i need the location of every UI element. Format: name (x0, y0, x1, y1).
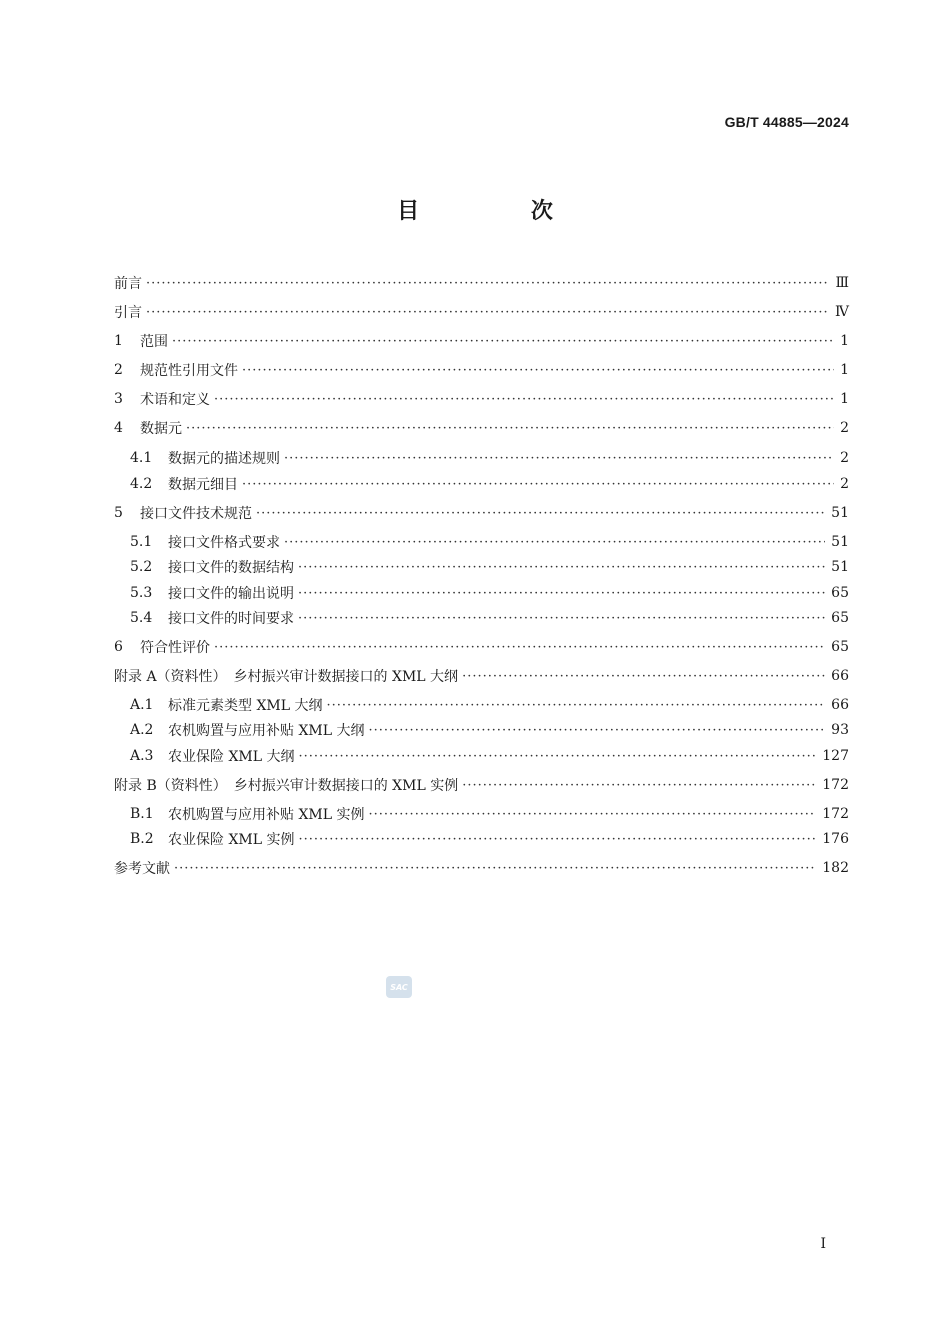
toc-entry-page: 2 (840, 420, 849, 436)
toc-entry-page: 65 (831, 639, 849, 655)
toc-entry-page: 2 (840, 450, 849, 466)
toc-entry-page: 172 (822, 806, 849, 822)
toc-entry-number: 4.2 (130, 476, 153, 492)
toc-leader-dots (298, 611, 825, 626)
toc-entry-number: 4 (114, 420, 123, 436)
toc-entry-label: 规范性引用文件 (140, 363, 238, 379)
toc-entry-page: 1 (840, 391, 849, 407)
toc-entry-number: B.1 (130, 806, 154, 822)
toc-entry-page: 1 (840, 333, 849, 349)
toc-leader-dots (298, 560, 825, 575)
toc-entry-label: 附录 A（资料性） 乡村振兴审计数据接口的 XML 大纲 (114, 669, 459, 685)
toc-title: 目 次 (397, 199, 605, 224)
toc-leader-dots (256, 506, 825, 521)
toc-entry[interactable] (114, 386, 849, 412)
toc-entry-label: 接口文件技术规范 (140, 506, 252, 522)
toc-entry[interactable] (130, 717, 849, 743)
toc-entry-label: 术语和定义 (140, 392, 210, 408)
toc-entry-page: 2 (840, 476, 849, 492)
toc-leader-dots (369, 723, 826, 738)
toc-leader-dots (284, 451, 834, 466)
toc-entry-number: 6 (114, 639, 123, 655)
toc-entry-page: 65 (831, 585, 849, 601)
toc-entry-number: 5.2 (130, 559, 153, 575)
toc-entry-page: Ⅲ (835, 275, 849, 291)
toc-entry-label: 范围 (140, 334, 168, 350)
page-number: I (820, 1236, 826, 1252)
toc-entry[interactable] (130, 801, 849, 827)
toc-entry-label: 农机购置与应用补贴 XML 大纲 (168, 723, 365, 739)
toc-leader-dots (214, 392, 834, 407)
toc-entry-number: 1 (114, 333, 123, 349)
toc-entry-page: Ⅳ (835, 304, 849, 320)
toc-entry-number: A.2 (130, 722, 154, 738)
toc-entry-number: A.3 (130, 748, 154, 764)
toc-entry[interactable] (130, 826, 849, 852)
toc-entry-page: 66 (831, 668, 849, 684)
toc-leader-dots (174, 861, 816, 876)
toc-entry-label: 参考文献 (114, 861, 170, 877)
standard-code: GB/T 44885—2024 (724, 114, 849, 130)
watermark-text: SAC (390, 982, 408, 992)
toc-entry[interactable] (114, 328, 849, 354)
toc-entry-label: 引言 (114, 305, 142, 321)
toc-entry-page: 51 (831, 559, 849, 575)
toc-entry[interactable] (130, 743, 849, 769)
toc-leader-dots (242, 477, 834, 492)
toc-leader-dots (284, 535, 825, 550)
toc-entry-label: 数据元 (140, 421, 182, 437)
toc-entry-number: 4.1 (130, 450, 153, 466)
toc-entry-page: 66 (831, 697, 849, 713)
toc-entry-page: 172 (822, 777, 849, 793)
toc-leader-dots (369, 807, 817, 822)
sac-watermark-logo (386, 976, 412, 998)
toc-entry-label: 农机购置与应用补贴 XML 实例 (168, 807, 365, 823)
toc-leader-dots (146, 276, 829, 291)
toc-entry-label: 接口文件的输出说明 (168, 586, 294, 602)
toc-entry-number: B.2 (130, 831, 154, 847)
toc-entry-label: 接口文件格式要求 (168, 535, 280, 551)
toc-entry-number: A.1 (130, 697, 154, 713)
toc-entry-number: 5 (114, 505, 123, 521)
toc-entry-page: 51 (831, 505, 849, 521)
toc-entry[interactable] (114, 855, 849, 881)
toc-entry-page: 1 (840, 362, 849, 378)
toc-entry[interactable] (114, 634, 849, 660)
toc-entry-label: 农业保险 XML 大纲 (168, 749, 295, 765)
toc-entry[interactable] (130, 529, 849, 555)
toc-entry[interactable] (130, 580, 849, 606)
toc-entry[interactable] (130, 471, 849, 497)
toc-entry-label: 接口文件的数据结构 (168, 560, 294, 576)
toc-leader-dots (214, 640, 825, 655)
toc-leader-dots (146, 305, 829, 320)
toc-entry-page: 176 (822, 831, 849, 847)
toc-entry-label: 符合性评价 (140, 640, 210, 656)
toc-entry-label: 农业保险 XML 实例 (168, 832, 295, 848)
toc-entry[interactable] (114, 772, 849, 798)
toc-entry[interactable] (130, 692, 849, 718)
toc-entry-page: 65 (831, 610, 849, 626)
toc-entry-label: 数据元的描述规则 (168, 451, 280, 467)
toc-entry-page: 93 (831, 722, 849, 738)
toc-entry-label: 接口文件的时间要求 (168, 611, 294, 627)
toc-entry-number: 5.3 (130, 585, 153, 601)
toc-entry[interactable] (130, 445, 849, 471)
toc-leader-dots (298, 586, 825, 601)
toc-entry[interactable] (114, 500, 849, 526)
toc-leader-dots (299, 749, 817, 764)
toc-entry-page: 51 (831, 534, 849, 550)
toc-entry-label: 前言 (114, 276, 142, 292)
toc-entry[interactable] (130, 554, 849, 580)
toc-entry-number: 5.1 (130, 534, 153, 550)
toc-leader-dots (462, 669, 825, 684)
toc-entry-label: 数据元细目 (168, 477, 238, 493)
toc-entry-page: 127 (822, 748, 849, 764)
toc-entry[interactable] (114, 299, 849, 325)
toc-entry[interactable] (114, 415, 849, 441)
toc-entry-label: 标准元素类型 XML 大纲 (168, 698, 323, 714)
toc-leader-dots (172, 334, 834, 349)
toc-entry-label: 附录 B（资料性） 乡村振兴审计数据接口的 XML 实例 (114, 778, 459, 794)
toc-leader-dots (186, 421, 834, 436)
toc-entry[interactable] (130, 605, 849, 631)
toc-leader-dots (299, 832, 817, 847)
toc-entry[interactable] (114, 357, 849, 383)
toc-entry[interactable] (114, 270, 849, 296)
toc-entry-number: 5.4 (130, 610, 153, 626)
toc-entry-number: 3 (114, 391, 123, 407)
toc-leader-dots (327, 698, 826, 713)
toc-leader-dots (242, 363, 834, 378)
toc-leader-dots (462, 778, 816, 793)
toc-entry[interactable] (114, 663, 849, 689)
toc-entry-page: 182 (822, 860, 849, 876)
toc-entry-number: 2 (114, 362, 123, 378)
